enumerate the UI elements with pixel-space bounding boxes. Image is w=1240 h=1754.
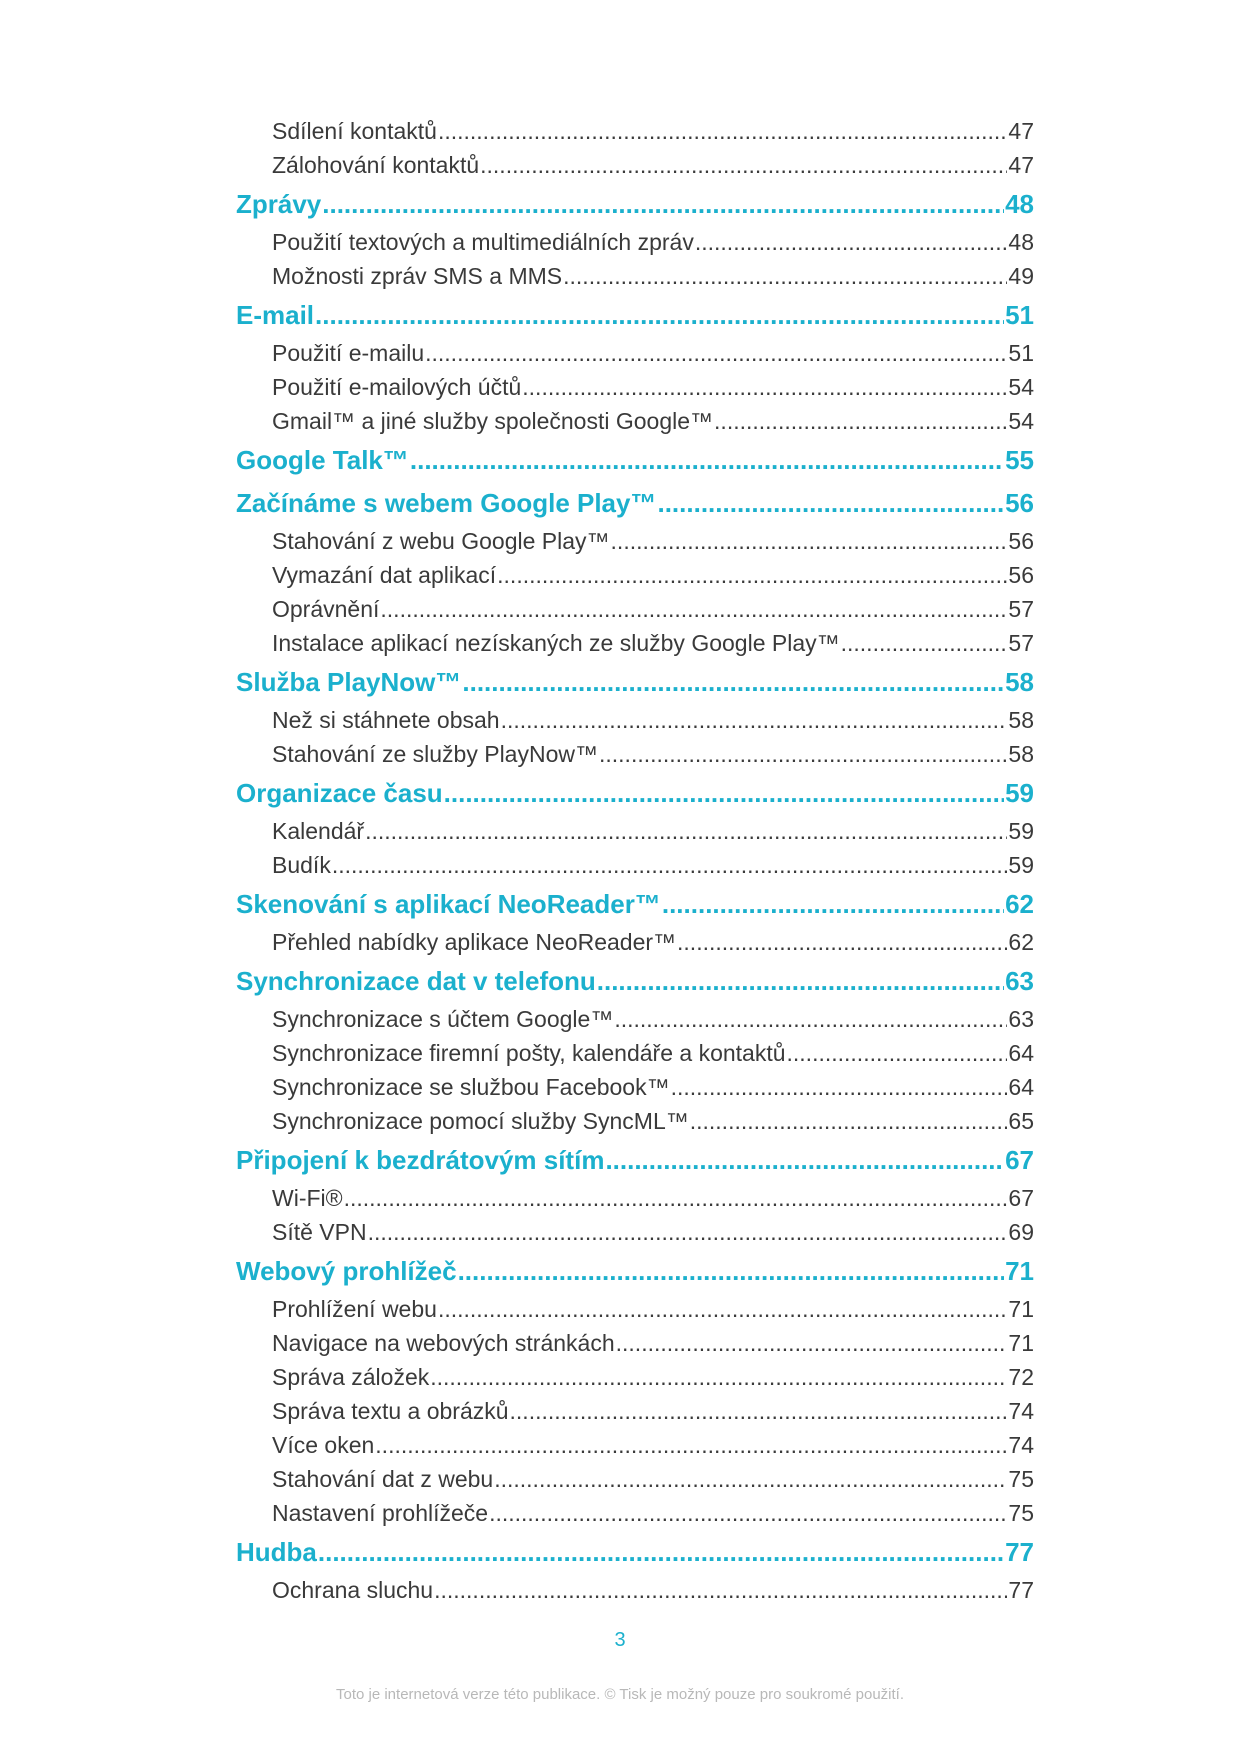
toc-entry-title: Kalendář bbox=[272, 818, 365, 844]
toc-entry-page-number: 59 bbox=[1008, 818, 1034, 844]
toc-entry-page-number: 75 bbox=[1008, 1500, 1034, 1526]
toc-entry-title: Použití textových a multimediálních zpráv bbox=[272, 229, 694, 255]
toc-section-entry[interactable] bbox=[236, 925, 1034, 959]
toc-entry-title: Synchronizace pomocí služby SyncML™ bbox=[272, 1108, 689, 1134]
toc-dot-leader bbox=[563, 259, 1007, 293]
toc-section-entry[interactable] bbox=[236, 1496, 1034, 1530]
toc-section-entry[interactable] bbox=[236, 1394, 1034, 1428]
toc-dot-leader bbox=[616, 1326, 1008, 1360]
toc-dot-leader bbox=[375, 1428, 1007, 1462]
toc-chapter-entry[interactable] bbox=[236, 482, 1034, 524]
toc-entry-page-number: 56 bbox=[1005, 488, 1034, 518]
table-of-contents bbox=[236, 114, 1034, 1607]
toc-entry-page-number: 59 bbox=[1008, 852, 1034, 878]
toc-entry-title: Wi-Fi® bbox=[272, 1185, 343, 1211]
toc-dot-leader bbox=[489, 1496, 1007, 1530]
toc-entry-page-number: 48 bbox=[1008, 229, 1034, 255]
toc-section-entry[interactable] bbox=[236, 1360, 1034, 1394]
toc-section-entry[interactable] bbox=[236, 404, 1034, 438]
toc-section-entry[interactable] bbox=[236, 1036, 1034, 1070]
toc-entry-page-number: 54 bbox=[1008, 408, 1034, 434]
toc-section-entry[interactable] bbox=[236, 814, 1034, 848]
toc-section-entry[interactable] bbox=[236, 1181, 1034, 1215]
toc-entry-page-number: 63 bbox=[1005, 966, 1034, 996]
toc-dot-leader bbox=[614, 1002, 1007, 1036]
toc-entry-title: Organizace času bbox=[236, 778, 443, 808]
toc-entry-title: Přehled nabídky aplikace NeoReader™ bbox=[272, 929, 677, 955]
toc-entry-page-number: 74 bbox=[1008, 1432, 1034, 1458]
toc-dot-leader bbox=[332, 848, 1008, 882]
toc-dot-leader bbox=[611, 524, 1008, 558]
toc-entry-title: Ochrana sluchu bbox=[272, 1577, 434, 1603]
toc-entry-page-number: 57 bbox=[1008, 630, 1034, 656]
toc-entry-title: Hudba bbox=[236, 1537, 317, 1567]
toc-entry-title: Připojení k bezdrátovým sítím bbox=[236, 1145, 605, 1175]
toc-entry-page-number: 58 bbox=[1008, 707, 1034, 733]
toc-entry-title: Prohlížení webu bbox=[272, 1296, 437, 1322]
page-number: 3 bbox=[614, 1629, 626, 1651]
toc-section-entry[interactable] bbox=[236, 1462, 1034, 1496]
toc-dot-leader bbox=[599, 737, 1007, 771]
toc-entry-page-number: 64 bbox=[1008, 1074, 1034, 1100]
toc-entry-title: Synchronizace dat v telefonu bbox=[236, 966, 596, 996]
toc-dot-leader bbox=[522, 370, 1007, 404]
toc-dot-leader bbox=[597, 960, 1004, 1002]
toc-entry-title: Stahování z webu Google Play™ bbox=[272, 528, 610, 554]
toc-section-entry[interactable] bbox=[236, 1573, 1034, 1607]
toc-entry-title: Oprávnění bbox=[272, 596, 380, 622]
toc-entry-title: Navigace na webových stránkách bbox=[272, 1330, 615, 1356]
toc-dot-leader bbox=[501, 703, 1008, 737]
toc-entry-page-number: 72 bbox=[1008, 1364, 1034, 1390]
toc-dot-leader bbox=[605, 1139, 1004, 1181]
toc-dot-leader bbox=[657, 482, 1004, 524]
toc-section-entry[interactable] bbox=[236, 1428, 1034, 1462]
toc-entry-title: E-mail bbox=[236, 300, 315, 330]
toc-section-entry[interactable] bbox=[236, 1326, 1034, 1360]
toc-entry-page-number: 67 bbox=[1008, 1185, 1034, 1211]
toc-entry-title: Než si stáhnete obsah bbox=[272, 707, 500, 733]
toc-entry-title: Stahování ze služby PlayNow™ bbox=[272, 741, 598, 767]
toc-section-entry[interactable] bbox=[236, 626, 1034, 660]
toc-entry-page-number: 65 bbox=[1008, 1108, 1034, 1134]
toc-dot-leader bbox=[425, 336, 1007, 370]
toc-dot-leader bbox=[438, 1292, 1007, 1326]
footer-notice: Toto je internetová verze této publikace. © Tisk je možný pouze pro soukromé použití. bbox=[335, 1686, 904, 1703]
toc-entry-title: Použití e-mailových účtů bbox=[272, 374, 522, 400]
toc-entry-page-number: 58 bbox=[1005, 667, 1034, 697]
toc-chapter-entry[interactable] bbox=[236, 1531, 1034, 1573]
toc-section-entry[interactable] bbox=[236, 1070, 1034, 1104]
toc-chapter-entry[interactable] bbox=[236, 883, 1034, 925]
toc-dot-leader bbox=[430, 1360, 1007, 1394]
toc-entry-title: Synchronizace s účtem Google™ bbox=[272, 1006, 614, 1032]
toc-section-entry[interactable] bbox=[236, 259, 1034, 293]
toc-entry-page-number: 49 bbox=[1008, 263, 1034, 289]
toc-dot-leader bbox=[690, 1104, 1008, 1138]
toc-section-entry[interactable] bbox=[236, 592, 1034, 626]
toc-dot-leader bbox=[438, 114, 1007, 148]
toc-entry-title: Synchronizace se službou Facebook™ bbox=[272, 1074, 670, 1100]
toc-entry-title: Služba PlayNow™ bbox=[236, 667, 462, 697]
toc-dot-leader bbox=[662, 883, 1004, 925]
toc-dot-leader bbox=[322, 183, 1004, 225]
toc-dot-leader bbox=[380, 592, 1007, 626]
toc-entry-page-number: 51 bbox=[1008, 340, 1034, 366]
toc-dot-leader bbox=[365, 814, 1007, 848]
toc-entry-title: Google Talk™ bbox=[236, 445, 409, 475]
toc-section-entry[interactable] bbox=[236, 1292, 1034, 1326]
toc-section-entry[interactable] bbox=[236, 524, 1034, 558]
toc-entry-page-number: 62 bbox=[1008, 929, 1034, 955]
toc-entry-page-number: 64 bbox=[1008, 1040, 1034, 1066]
toc-chapter-entry[interactable] bbox=[236, 1139, 1034, 1181]
toc-entry-title: Více oken bbox=[272, 1432, 375, 1458]
toc-entry-title: Gmail™ a jiné služby společnosti Google™ bbox=[272, 408, 714, 434]
toc-entry-page-number: 51 bbox=[1005, 300, 1034, 330]
toc-section-entry[interactable] bbox=[236, 1104, 1034, 1138]
toc-entry-page-number: 57 bbox=[1008, 596, 1034, 622]
toc-chapter-entry[interactable] bbox=[236, 661, 1034, 703]
toc-section-entry[interactable] bbox=[236, 558, 1034, 592]
toc-entry-title: Nastavení prohlížeče bbox=[272, 1500, 489, 1526]
toc-section-entry[interactable] bbox=[236, 225, 1034, 259]
toc-entry-page-number: 77 bbox=[1005, 1537, 1034, 1567]
toc-section-entry[interactable] bbox=[236, 1215, 1034, 1249]
toc-dot-leader bbox=[462, 661, 1004, 703]
toc-entry-title: Začínáme s webem Google Play™ bbox=[236, 488, 657, 518]
toc-entry-title: Budík bbox=[272, 852, 331, 878]
toc-chapter-entry[interactable] bbox=[236, 294, 1034, 336]
toc-entry-page-number: 59 bbox=[1005, 778, 1034, 808]
toc-entry-page-number: 71 bbox=[1008, 1296, 1034, 1322]
toc-dot-leader bbox=[695, 225, 1008, 259]
toc-entry-title: Instalace aplikací nezískaných ze služby Google Play™ bbox=[272, 630, 840, 656]
toc-entry-title: Synchronizace firemní pošty, kalendáře a kontaktů bbox=[272, 1040, 786, 1066]
toc-dot-leader bbox=[458, 1250, 1005, 1292]
toc-section-entry[interactable] bbox=[236, 1002, 1034, 1036]
toc-chapter-entry[interactable] bbox=[236, 439, 1034, 481]
toc-entry-page-number: 71 bbox=[1008, 1330, 1034, 1356]
toc-dot-leader bbox=[677, 925, 1007, 959]
toc-chapter-entry[interactable] bbox=[236, 183, 1034, 225]
toc-entry-page-number: 74 bbox=[1008, 1398, 1034, 1424]
toc-entry-title: Zprávy bbox=[236, 189, 322, 219]
toc-entry-page-number: 47 bbox=[1008, 118, 1034, 144]
toc-dot-leader bbox=[315, 294, 1004, 336]
toc-chapter-entry[interactable] bbox=[236, 1250, 1034, 1292]
toc-dot-leader bbox=[787, 1036, 1008, 1070]
toc-entry-page-number: 77 bbox=[1008, 1577, 1034, 1603]
toc-entry-page-number: 58 bbox=[1008, 741, 1034, 767]
toc-chapter-entry[interactable] bbox=[236, 960, 1034, 1002]
toc-dot-leader bbox=[444, 772, 1004, 814]
toc-entry-page-number: 69 bbox=[1008, 1219, 1034, 1245]
toc-entry-title: Správa textu a obrázků bbox=[272, 1398, 509, 1424]
toc-entry-page-number: 54 bbox=[1008, 374, 1034, 400]
toc-section-entry[interactable] bbox=[236, 370, 1034, 404]
toc-chapter-entry[interactable] bbox=[236, 772, 1034, 814]
toc-entry-page-number: 48 bbox=[1005, 189, 1034, 219]
toc-entry-title: Skenování s aplikací NeoReader™ bbox=[236, 889, 661, 919]
toc-dot-leader bbox=[671, 1070, 1008, 1104]
toc-entry-title: Zálohování kontaktů bbox=[272, 152, 480, 178]
toc-dot-leader bbox=[410, 439, 1004, 481]
toc-entry-page-number: 47 bbox=[1008, 152, 1034, 178]
toc-entry-title: Sítě VPN bbox=[272, 1219, 367, 1245]
toc-section-entry[interactable] bbox=[236, 703, 1034, 737]
toc-dot-leader bbox=[497, 558, 1007, 592]
toc-dot-leader bbox=[510, 1394, 1008, 1428]
toc-entry-title: Sdílení kontaktů bbox=[272, 118, 437, 144]
toc-section-entry[interactable] bbox=[236, 114, 1034, 148]
toc-entry-title: Použití e-mailu bbox=[272, 340, 425, 366]
toc-dot-leader bbox=[344, 1181, 1008, 1215]
toc-dot-leader bbox=[318, 1531, 1004, 1573]
toc-dot-leader bbox=[480, 148, 1007, 182]
toc-entry-title: Stahování dat z webu bbox=[272, 1466, 494, 1492]
toc-entry-title: Webový prohlížeč bbox=[236, 1256, 457, 1286]
toc-entry-title: Správa záložek bbox=[272, 1364, 430, 1390]
toc-entry-page-number: 67 bbox=[1005, 1145, 1034, 1175]
toc-entry-page-number: 55 bbox=[1005, 445, 1034, 475]
toc-section-entry[interactable] bbox=[236, 737, 1034, 771]
toc-dot-leader bbox=[841, 626, 1008, 660]
toc-dot-leader bbox=[714, 404, 1007, 438]
toc-section-entry[interactable] bbox=[236, 848, 1034, 882]
toc-dot-leader bbox=[368, 1215, 1008, 1249]
toc-dot-leader bbox=[434, 1573, 1007, 1607]
toc-entry-page-number: 56 bbox=[1008, 528, 1034, 554]
toc-entry-title: Možnosti zpráv SMS a MMS bbox=[272, 263, 563, 289]
toc-entry-page-number: 62 bbox=[1005, 889, 1034, 919]
toc-section-entry[interactable] bbox=[236, 148, 1034, 182]
toc-entry-page-number: 75 bbox=[1008, 1466, 1034, 1492]
toc-entry-page-number: 56 bbox=[1008, 562, 1034, 588]
toc-section-entry[interactable] bbox=[236, 336, 1034, 370]
toc-dot-leader bbox=[494, 1462, 1007, 1496]
toc-entry-page-number: 71 bbox=[1005, 1256, 1034, 1286]
toc-entry-page-number: 63 bbox=[1008, 1006, 1034, 1032]
toc-entry-title: Vymazání dat aplikací bbox=[272, 562, 497, 588]
